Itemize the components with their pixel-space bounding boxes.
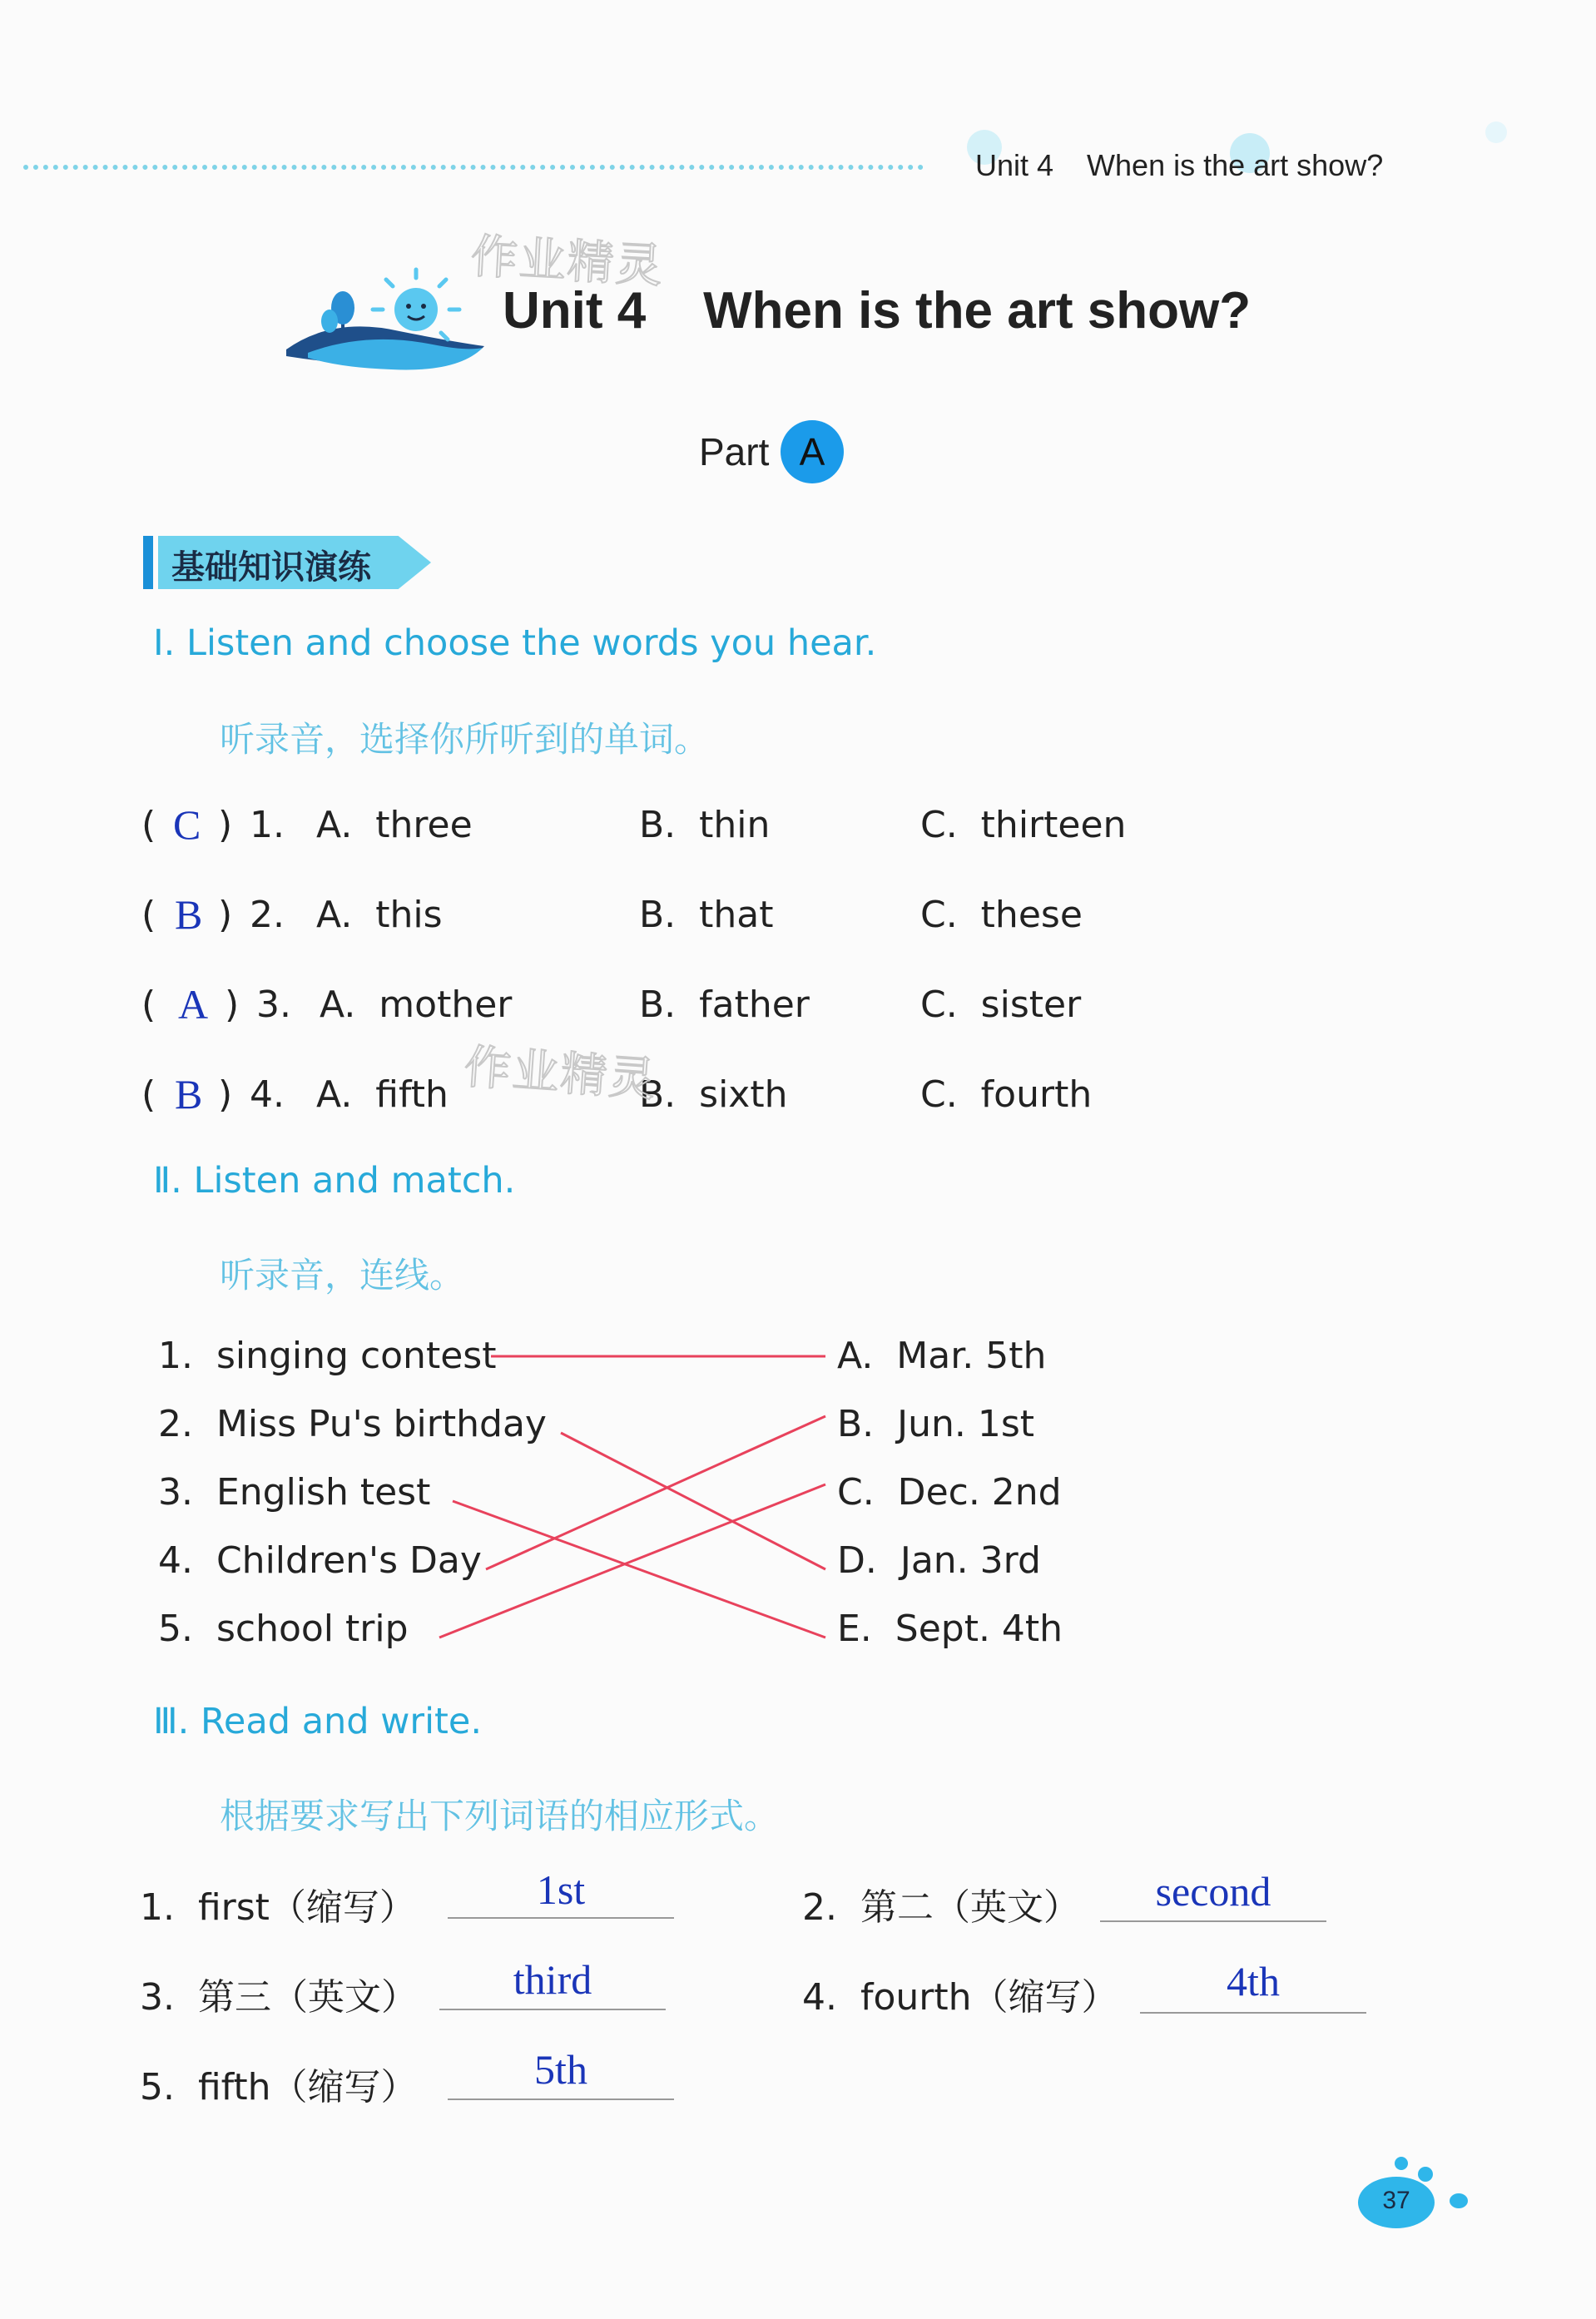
question-number: 2. <box>250 894 285 936</box>
written-answer: 4th <box>1227 1958 1280 2004</box>
page-number-dot <box>1395 2157 1408 2170</box>
question-number: 1. <box>250 804 285 846</box>
paren-open: ( <box>141 804 156 846</box>
choice-answer: A <box>178 981 209 1028</box>
exercise-3-title: Ⅲ. Read and write. <box>153 1701 483 1742</box>
paren-close: ) <box>218 804 233 846</box>
match-left-item: 3. English test <box>158 1471 431 1514</box>
choice-answer: B <box>175 891 203 938</box>
option-a: A. mother <box>320 984 513 1026</box>
choice-answer: C <box>173 801 201 848</box>
exercise-1-instruction: 听录音，选择你所听到的单词。 <box>220 719 710 760</box>
option-c: C. these <box>920 894 1083 936</box>
write-prompt: 1. first（缩写） <box>140 1886 416 1929</box>
exercise-2-instruction: 听录音，连线。 <box>220 1255 465 1296</box>
match-line-5-c <box>439 1484 825 1638</box>
exercise-3-instruction: 根据要求写出下列词语的相应形式。 <box>220 1796 780 1836</box>
option-c: C. thirteen <box>920 804 1127 846</box>
exercise-2-title: Ⅱ. Listen and match. <box>153 1160 516 1202</box>
match-line-3-e <box>453 1501 825 1638</box>
option-a: A. this <box>316 894 443 936</box>
option-b: B. father <box>639 984 810 1026</box>
paren-open: ( <box>141 894 156 936</box>
write-prompt: 5. fifth（缩写） <box>140 2066 418 2108</box>
match-left-item: 5. school trip <box>158 1608 409 1650</box>
written-answer: 1st <box>536 1866 586 1913</box>
page-number-dot <box>1450 2193 1468 2208</box>
write-prompt: 3. 第三（英文） <box>140 1976 418 2019</box>
watermark: 作业精灵 <box>469 229 666 295</box>
match-left-item: 2. Miss Pu's birthday <box>158 1403 547 1445</box>
option-c: C. sister <box>920 984 1082 1026</box>
unit-number: Unit 4 <box>503 282 647 339</box>
part-label: Part <box>699 430 770 473</box>
match-right-item: D. Jan. 3rd <box>837 1539 1041 1582</box>
unit-question: When is the art show? <box>703 282 1252 339</box>
page-number: 37 <box>1382 2187 1410 2214</box>
question-number: 4. <box>250 1073 285 1116</box>
answer-blank <box>448 1917 674 1919</box>
part-badge: A <box>781 420 844 483</box>
choice-answer: B <box>175 1071 203 1117</box>
written-answer: second <box>1155 1868 1271 1915</box>
match-left-item: 1. singing contest <box>158 1335 497 1377</box>
match-left-item: 4. Children's Day <box>158 1539 482 1582</box>
option-a: A. fifth <box>316 1073 449 1116</box>
match-right-item: B. Jun. 1st <box>837 1403 1035 1445</box>
paren-open: ( <box>141 984 156 1026</box>
write-prompt: 4. fourth（缩写） <box>802 1976 1118 2019</box>
match-right-item: A. Mar. 5th <box>837 1335 1047 1377</box>
option-b: B. that <box>639 894 774 936</box>
paren-close: ) <box>225 984 240 1026</box>
match-line-4-b <box>486 1416 825 1569</box>
question-number: 3. <box>256 984 291 1026</box>
option-c: C. fourth <box>920 1073 1093 1116</box>
paren-close: ) <box>218 1073 233 1116</box>
option-a: A. three <box>316 804 473 846</box>
running-head: Unit 4 When is the art show? <box>975 148 1384 182</box>
write-prompt: 2. 第二（英文） <box>802 1886 1080 1929</box>
answer-blank <box>1100 1920 1326 1922</box>
paren-open: ( <box>141 1073 156 1116</box>
watermark: 作业精灵 <box>462 1039 659 1108</box>
exercise-1-title: Ⅰ. Listen and choose the words you hear. <box>153 622 877 664</box>
match-right-item: E. Sept. 4th <box>837 1608 1063 1650</box>
match-right-item: C. Dec. 2nd <box>837 1471 1062 1514</box>
answer-blank <box>448 2098 674 2100</box>
option-b: B. thin <box>639 804 771 846</box>
page-number-dot <box>1418 2167 1433 2182</box>
written-answer: 5th <box>534 2046 587 2093</box>
answer-blank <box>1140 2012 1366 2014</box>
written-answer: third <box>513 1956 592 2003</box>
answer-blank <box>439 2009 666 2010</box>
section-banner-text: 基础知识演练 <box>171 548 371 587</box>
option-b: B. sixth <box>639 1073 788 1116</box>
paren-close: ) <box>218 894 233 936</box>
